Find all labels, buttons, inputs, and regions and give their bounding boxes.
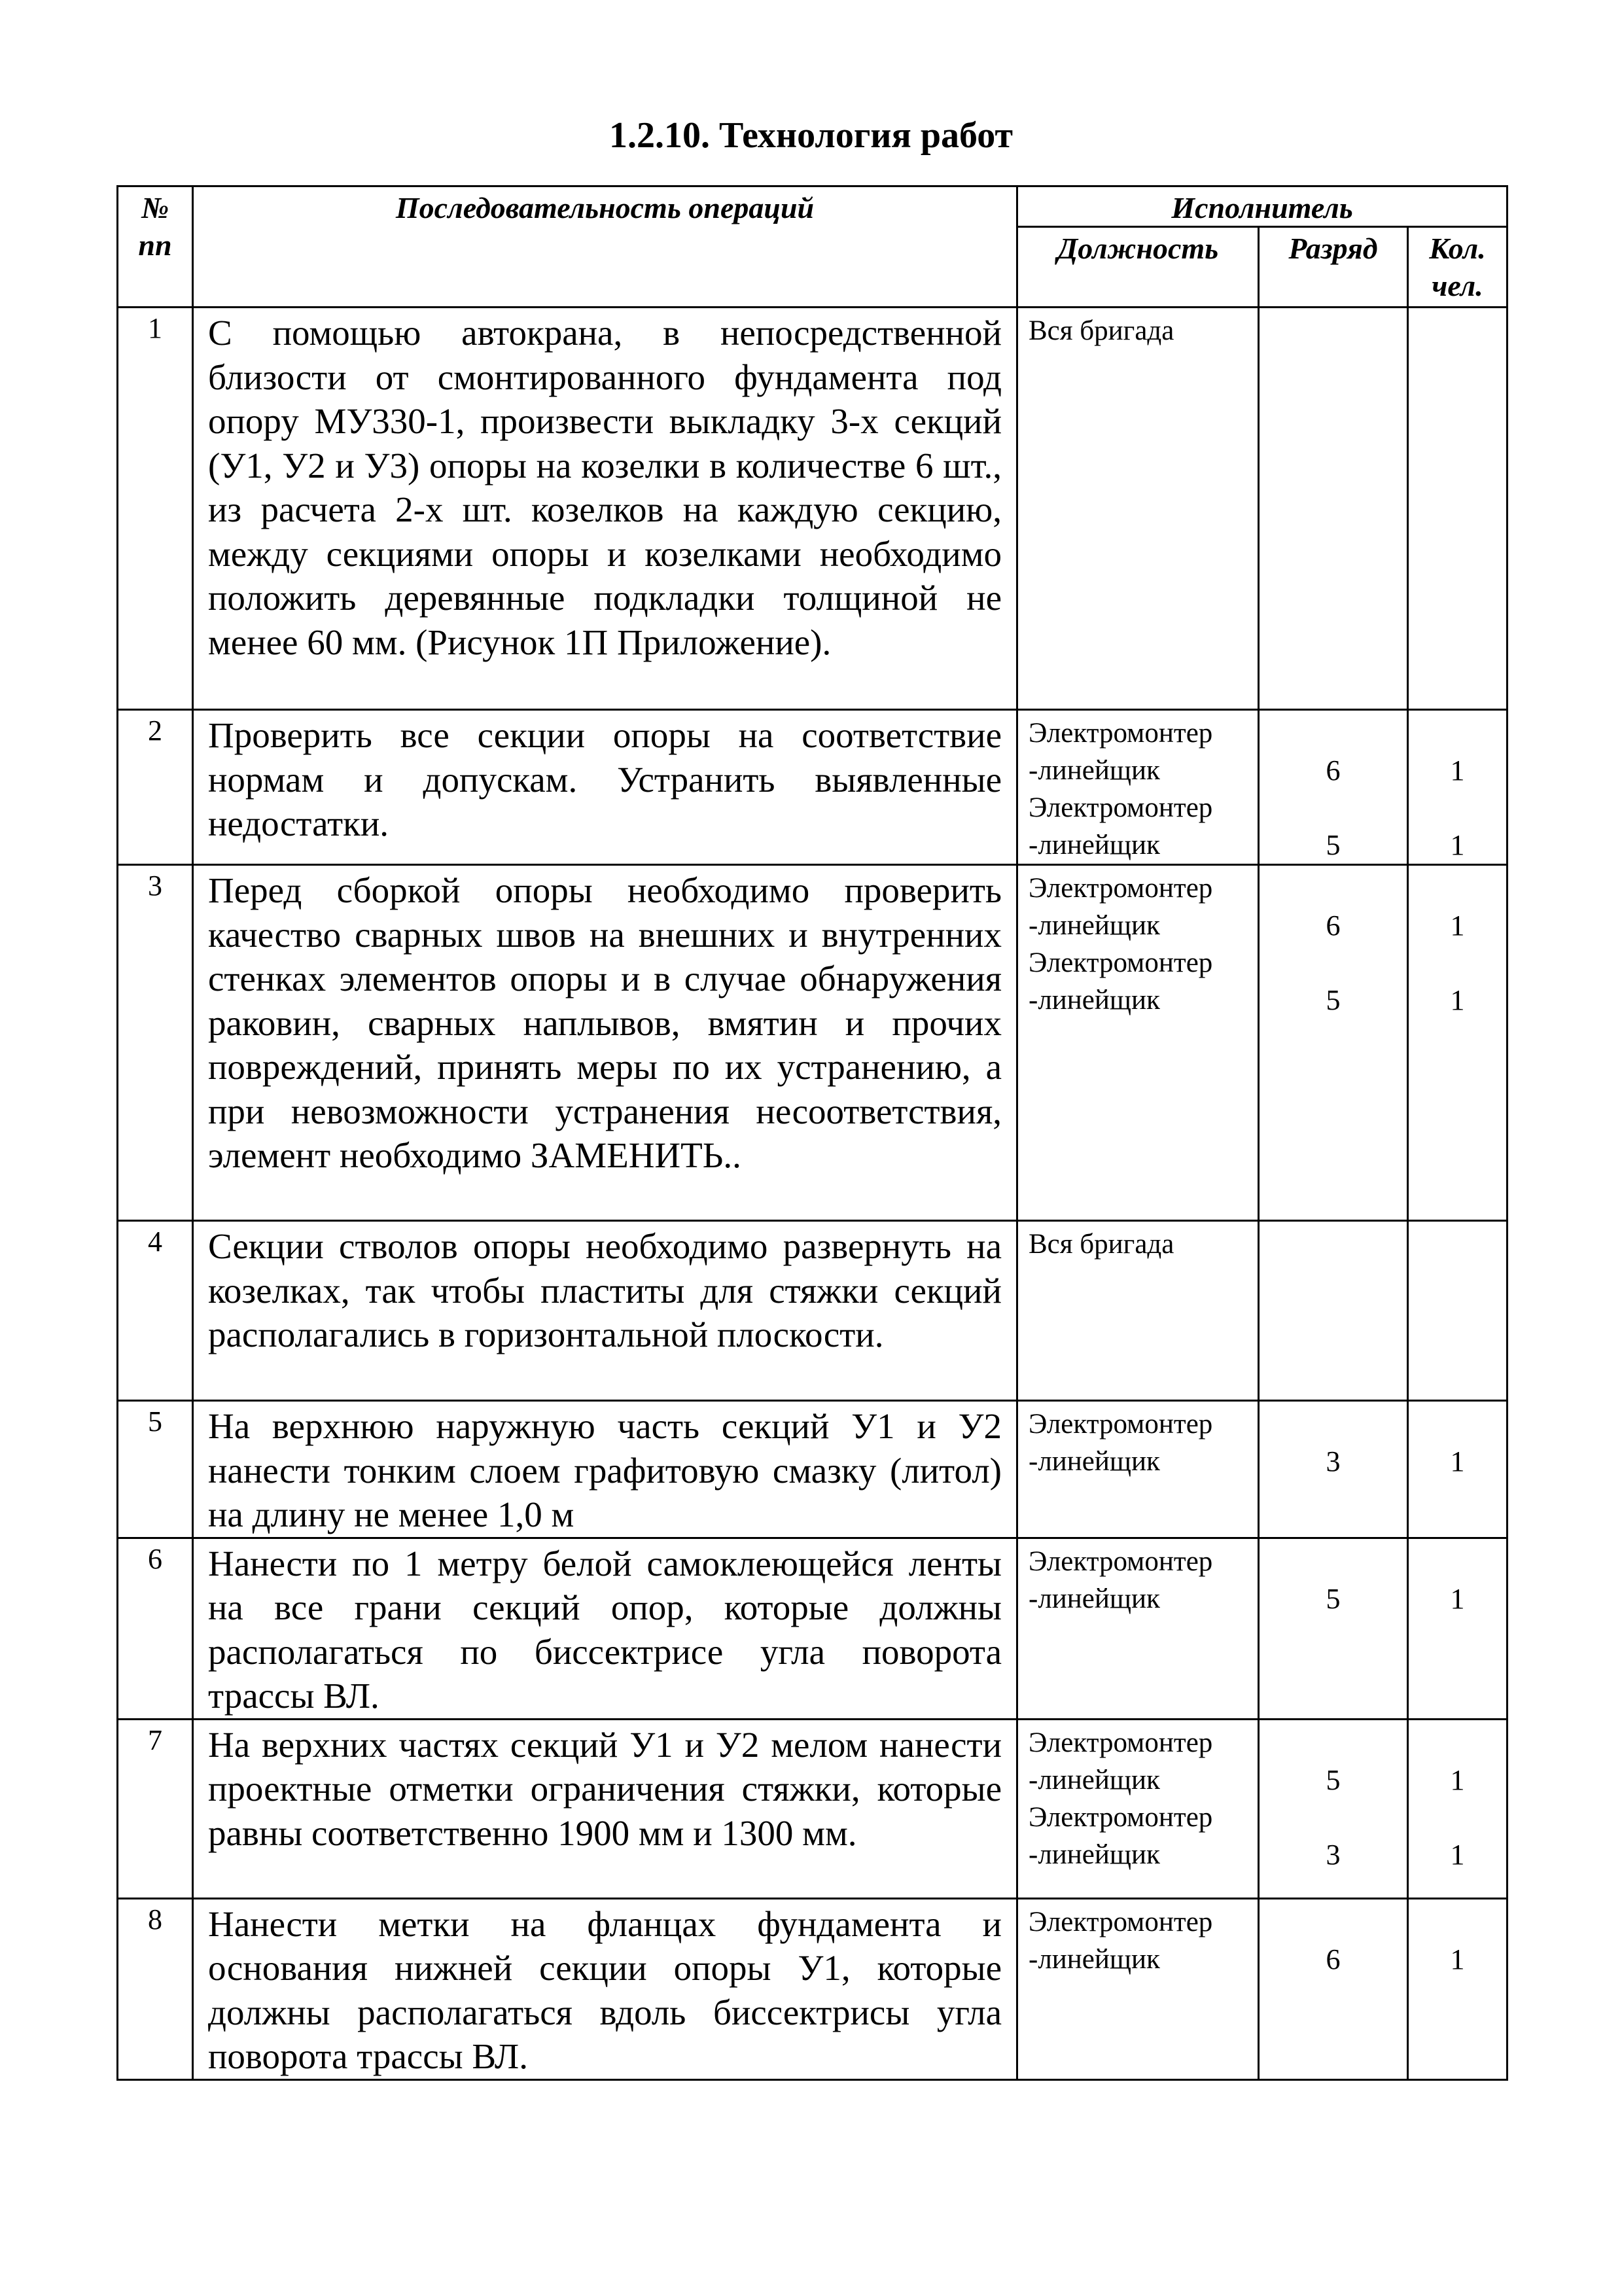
count-value: [1409, 944, 1506, 981]
section-title: 1.2.10. Технология работ: [608, 115, 1014, 156]
grade-cell: [1259, 710, 1408, 865]
grade-value: 3: [1326, 1445, 1341, 1477]
operation-text: Нанести метки на фланцах фундамента и основания нижней секции опоры У1, которые должны располагаться вдоль биссектрисы угла поворота трассы ВЛ.: [193, 1898, 1017, 2079]
operation-text: Проверить все секции опоры на соответствие нормам и допускам. Устранить выявленные недостатки.: [193, 710, 1017, 865]
position-line: -линейщик: [1029, 1943, 1160, 1975]
grade-value: 5: [1326, 829, 1341, 861]
row-number: 4: [118, 1221, 193, 1401]
grade-cell: [1259, 1719, 1408, 1898]
grade-cell: [1259, 1898, 1408, 2079]
position-line: Вся бригада: [1029, 315, 1174, 346]
position-line: -линейщик: [1029, 1839, 1160, 1870]
operation-text: Перед сборкой опоры необходимо проверить качество сварных швов на внешних и внутренних стенках элементов опоры и в случае обнаружения раковин, сварных наплывов, вмятин и прочих повреждений, принять меры по их устранению, а при невозможности устранения несоответствия, элемент необходимо ЗАМЕНИТЬ..: [193, 865, 1017, 1221]
count-cell: [1408, 865, 1507, 1221]
count-value: 1: [1450, 754, 1465, 786]
table-row: [118, 308, 1507, 710]
position-cell: [1017, 1719, 1259, 1898]
col-header-executor: Исполнитель: [1017, 186, 1507, 227]
grade-value: 6: [1326, 910, 1341, 942]
count-cell: [1408, 308, 1507, 710]
grade-value: [1260, 1405, 1407, 1443]
col-header-count-line2: чел.: [1432, 269, 1483, 302]
grade-value: [1260, 944, 1407, 981]
count-value: [1409, 1724, 1506, 1761]
row-number: 3: [118, 865, 193, 1221]
count-value: 1: [1450, 910, 1465, 942]
count-value: [1409, 1543, 1506, 1580]
grade-cell: [1259, 1538, 1408, 1719]
table-row: [118, 865, 1507, 1221]
count-value: [1409, 312, 1506, 349]
col-header-count: [1408, 227, 1507, 308]
position-line: -линейщик: [1029, 755, 1160, 786]
count-cell: [1408, 1719, 1507, 1898]
position-line: -линейщик: [1029, 910, 1160, 941]
position-line: -линейщик: [1029, 985, 1160, 1016]
position-cell: [1017, 308, 1259, 710]
grade-value: 6: [1326, 1943, 1341, 1975]
row-number: 2: [118, 710, 193, 865]
count-value: [1409, 1903, 1506, 1941]
grade-value: [1260, 789, 1407, 826]
operation-text: Секции стволов опоры необходимо развернуть на козелках, так чтобы пластиты для стяжки секций располагались в горизонтальной плоскости.: [193, 1221, 1017, 1401]
grade-value: [1260, 1724, 1407, 1761]
row-number: 6: [118, 1538, 193, 1719]
count-value: 1: [1450, 984, 1465, 1016]
position-line: Электромонтер: [1029, 718, 1213, 749]
operation-text: Нанести по 1 метру белой самоклеющейся ленты на все грани секций опор, которые должны располагаться по биссектрисе угла поворота трассы ВЛ.: [193, 1538, 1017, 1719]
grade-value: [1260, 1226, 1407, 1263]
grade-value: [1260, 312, 1407, 349]
count-cell: [1408, 710, 1507, 865]
count-cell: [1408, 1898, 1507, 2079]
grade-cell: [1259, 1401, 1408, 1538]
grade-cell: [1259, 865, 1408, 1221]
position-line: Электромонтер: [1029, 1545, 1213, 1577]
position-line: -линейщик: [1029, 830, 1160, 860]
count-cell: [1408, 1401, 1507, 1538]
position-line: -линейщик: [1029, 1764, 1160, 1795]
count-value: [1409, 1226, 1506, 1263]
row-number: 5: [118, 1401, 193, 1538]
col-header-num: [118, 186, 193, 308]
row-number: 8: [118, 1898, 193, 2079]
col-header-operations: Последовательность операций: [193, 186, 1017, 308]
grade-value: [1260, 870, 1407, 907]
col-header-num-line1: №: [141, 191, 169, 224]
work-technology-table: [116, 185, 1508, 2081]
position-cell: [1017, 1898, 1259, 2079]
position-line: -линейщик: [1029, 1583, 1160, 1614]
position-line: Электромонтер: [1029, 1727, 1213, 1758]
position-cell: [1017, 1221, 1259, 1401]
operation-text: На верхнюю наружную часть секций У1 и У2 нанести тонким слоем графитовую смазку (литол) на длину не менее 1,0 м: [193, 1401, 1017, 1538]
count-value: 1: [1450, 1943, 1465, 1975]
position-cell: [1017, 1538, 1259, 1719]
count-value: [1409, 1405, 1506, 1443]
position-line: Электромонтер: [1029, 1906, 1213, 1937]
grade-cell: [1259, 308, 1408, 710]
count-value: [1409, 789, 1506, 826]
count-value: [1409, 715, 1506, 752]
col-header-count-line1: Кол.: [1429, 232, 1486, 265]
table-body: [118, 308, 1507, 2080]
grade-value: 5: [1326, 1582, 1341, 1615]
grade-cell: [1259, 1221, 1408, 1401]
position-line: Электромонтер: [1029, 792, 1213, 823]
position-line: Электромонтер: [1029, 1801, 1213, 1833]
table-row: [118, 1538, 1507, 1719]
grade-value: [1260, 1903, 1407, 1941]
grade-value: [1260, 715, 1407, 752]
position-line: -линейщик: [1029, 1446, 1160, 1477]
count-cell: [1408, 1538, 1507, 1719]
count-value: [1409, 1799, 1506, 1836]
count-value: 1: [1450, 1838, 1465, 1871]
count-value: [1409, 870, 1506, 907]
table-row: [118, 1221, 1507, 1401]
position-cell: [1017, 1401, 1259, 1538]
col-header-position: Должность: [1017, 227, 1259, 308]
grade-value: 3: [1326, 1838, 1341, 1871]
grade-value: [1260, 1799, 1407, 1836]
row-number: 1: [118, 308, 193, 710]
count-value: 1: [1450, 1582, 1465, 1615]
count-cell: [1408, 1221, 1507, 1401]
table-row: [118, 710, 1507, 865]
position-line: Электромонтер: [1029, 873, 1213, 904]
operation-text: На верхних частях секций У1 и У2 мелом нанести проектные отметки ограничения стяжки, которые равны соответственно 1900 мм и 1300 мм.: [193, 1719, 1017, 1898]
position-line: Электромонтер: [1029, 1409, 1213, 1439]
grade-value: 6: [1326, 754, 1341, 786]
row-number: 7: [118, 1719, 193, 1898]
position-cell: [1017, 710, 1259, 865]
grade-value: 5: [1326, 984, 1341, 1016]
col-header-num-line2: пп: [138, 228, 172, 262]
grade-value: 5: [1326, 1763, 1341, 1796]
table-row: [118, 1401, 1507, 1538]
table-row: [118, 1719, 1507, 1898]
operation-text: С помощью автокрана, в непосредственной близости от смонтированного фундамента под опору МУ330-1, произвести выкладку 3-х секций (У1, У2 и У3) опоры на козелки в количестве 6 шт., из расчета 2-х шт. козелков на каждую секцию, между секциями опоры и козелками необходимо положить деревянные подкладки толщиной не менее 60 мм. (Рисунок 1П Приложение).: [193, 308, 1017, 710]
count-value: 1: [1450, 829, 1465, 861]
position-cell: [1017, 865, 1259, 1221]
count-value: 1: [1450, 1445, 1465, 1477]
count-value: 1: [1450, 1763, 1465, 1796]
grade-value: [1260, 1543, 1407, 1580]
table-row: [118, 1898, 1507, 2079]
col-header-grade: Разряд: [1259, 227, 1408, 308]
position-line: Электромонтер: [1029, 947, 1213, 978]
position-line: Вся бригада: [1029, 1229, 1174, 1260]
